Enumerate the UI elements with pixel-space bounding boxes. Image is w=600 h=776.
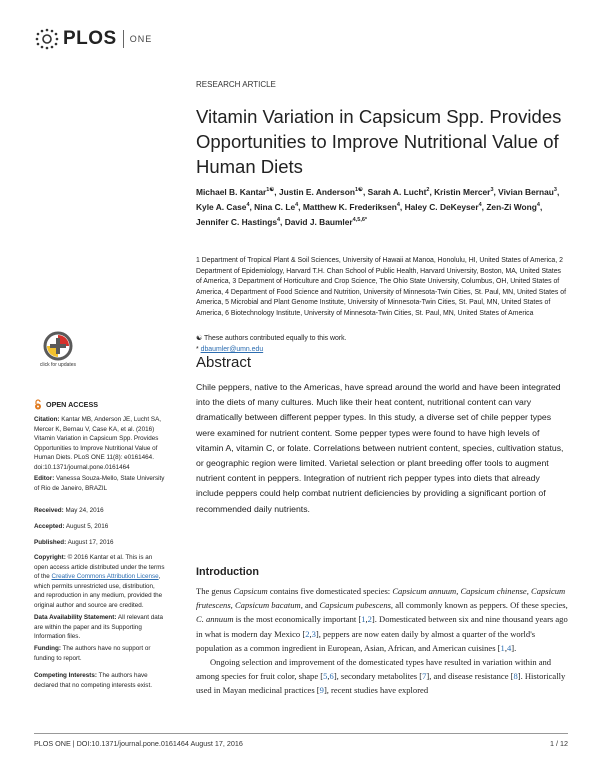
affiliation-number: 6 (225, 309, 229, 317)
author-affiliation-marker: 4 (276, 216, 281, 223)
footer-divider (34, 733, 568, 734)
author-affiliation-marker: 4 (396, 201, 400, 208)
affiliation-text: Department of Horticulture and Crop Science, The Ohio State University, Columbus, OH, United States of America, (196, 278, 560, 296)
author-name[interactable]: Zen-Zi Wong (486, 201, 537, 212)
introduction-heading: Introduction (196, 566, 259, 578)
received-date: Received: May 24, 2016 (34, 507, 104, 514)
affiliation-text: Department of Epidemiology, Harvard T.H. Chan School of Public Health, Harvard University, Boston, MA, United States of America, (196, 267, 561, 285)
reference-link[interactable]: 2 (305, 628, 310, 639)
journal-name: ONE (129, 34, 153, 44)
affiliation-number: 3 (232, 278, 237, 285)
author-name[interactable]: Matthew K. Frederiksen (302, 201, 397, 212)
author-affiliation-marker: 2 (426, 187, 430, 193)
reference-link[interactable]: 9 (319, 685, 324, 696)
editor-block: Editor: Vanessa Souza-Mello, State University of Rio de Janeiro, BRAZIL (34, 475, 165, 492)
accepted-date: Accepted: August 5, 2016 (34, 523, 109, 530)
corresponding-email[interactable]: * dbaumler@umn.edu (196, 346, 264, 353)
reference-link[interactable]: 1 (500, 642, 505, 653)
affiliation-number: 2 (559, 257, 563, 264)
affiliation-number: 5 (225, 299, 229, 306)
author-affiliation-marker: 1☯ (354, 187, 363, 193)
competing-interests-block: Competing Interests: The authors have declared that no competing interests exist. (34, 672, 152, 689)
author-name[interactable]: Vivian Bernau (498, 186, 554, 197)
author-name[interactable]: David J. Baumler (284, 216, 353, 227)
citation-block: Citation: Kantar MB, Anderson JE, Lucht SA, Mercer K, Bernau V, Case KA, et al. (2016) Vitamin Variation in Capsicum Spp. Provides Opportunities to Improve Nutritional Value of Human Diets. PLoS ONE 11(8): e0161464. doi:10.1371/journal.pone.0161464 (34, 416, 162, 471)
author-notes (196, 333, 568, 355)
author-affiliation-marker: 3 (553, 187, 557, 193)
journal-logo[interactable] (34, 27, 152, 51)
author-name[interactable]: Sarah A. Lucht (367, 186, 427, 197)
funding-block: Funding: The authors have no support or funding to report. (34, 645, 151, 662)
plos-logo-icon (34, 28, 60, 50)
footer-citation: PLOS ONE | DOI:10.1371/journal.pone.0161464 August 17, 2016 (34, 739, 243, 748)
equal-contribution-note: ☯ These authors contributed equally to this work. (196, 335, 347, 342)
email-link[interactable]: dbaumler@umn.edu (200, 346, 264, 353)
reference-link[interactable]: 8 (513, 671, 518, 682)
reference-link[interactable]: 4 (506, 642, 512, 653)
author-affiliation-marker: 3 (490, 187, 494, 193)
introduction-text (196, 584, 568, 698)
copyright-block: Copyright: © 2016 Kantar et al. This is an open access article distributed under the terms of the Creative Commons Attribution License, which permits unrestricted use, distribution, and reproduction in any medium, provided the original author and source are credited. (34, 554, 165, 609)
author-list: Michael B. Kantar$^{1☯}$, Justin E. Anderson$^{1☯}$, Sarah A. Lucht$^2$, Kristin Mercer$^3$, Vivian Bernau$^3$, Kyle A. Case$^4$, Nina C. Le$^4$, Matthew K. Frederiksen$^4$, Haley C. DeKeyser$^4$, Zen-Zi Wong$^4$, Jennifer C. Hastings$^4$, David J. Baumler$^{4,5,6*}$ (196, 186, 560, 227)
reference-link[interactable]: 1 (361, 614, 366, 625)
logo-divider (123, 30, 124, 48)
reference-link[interactable]: 3 (311, 628, 316, 639)
affiliation-text: Department of Tropical Plant & Soil Sciences, University of Hawaii at Manoa, Honolulu, HI, United States of America, (201, 257, 558, 264)
crossmark-label[interactable]: click for updates (39, 362, 77, 368)
reference-link[interactable]: 2 (367, 614, 372, 625)
author-name[interactable]: Michael B. Kantar (196, 186, 267, 197)
author-name[interactable]: Kristin Mercer (434, 186, 491, 197)
author-affiliation-marker: 4 (295, 201, 299, 208)
article-type: RESEARCH ARTICLE (196, 80, 276, 89)
license-link[interactable]: Creative Commons Attribution License (51, 573, 159, 581)
open-access-label: OPEN ACCESS (46, 399, 99, 409)
author-affiliation-marker: 4 (536, 201, 540, 208)
affiliation-list (196, 256, 568, 319)
affiliation-number: 1 (196, 257, 200, 264)
author-affiliation-marker: 4 (246, 201, 250, 208)
author-name[interactable]: Haley C. DeKeyser (404, 201, 479, 212)
published-date: Published: August 17, 2016 (34, 539, 114, 546)
reference-link[interactable]: 6 (329, 671, 334, 682)
intro-paragraph-1: The genus Capsicum contains five domesticated species: Capsicum annuum, Capsicum chinense, Capsicum frutescens, Capsicum bacatum, and Capsicum pubescens, all commonly known as peppers. Of these species, C. annuum is the most economically important [1,2]. Domesticated between six and nine thousand years ago in what is modern day Mexico [2,3], peppers are now eaten daily by almost a quarter of the world's population as a common ingredient in European, Asian, African, and American cuisines [1,4]. (196, 586, 568, 653)
author-name[interactable]: Nina C. Le (254, 201, 296, 212)
article-title: Vitamin Variation in Capsicum Spp. Provides Opportunities to Improve Nutritional Value of Human Diets (196, 106, 562, 177)
affiliation-text: Microbial and Plant Genome Institute, University of Minnesota-Twin Cities, St. Paul, MN, United States of America, (196, 299, 551, 317)
abstract-heading: Abstract (196, 354, 252, 371)
data-availability-block: Data Availability Statement: All relevant data are within the paper and its Supporting Information files. (34, 614, 164, 641)
affiliation-text: Biotechnology Institute, University of Minnesota-Twin Cities, St. Paul, MN, United States of America (230, 309, 534, 317)
affiliation-number: 4 (225, 288, 229, 296)
open-lock-icon (34, 399, 42, 410)
author-name[interactable]: Justin E. Anderson (278, 186, 355, 197)
author-name[interactable]: Jennifer C. Hastings (196, 216, 277, 227)
logo-wordmark: PLOS (63, 28, 117, 49)
page-number: 1 / 12 (550, 739, 568, 748)
intro-paragraph-2: Ongoing selection and improvement of the domesticated types have resulted in variation within and among species for fruit color, shape [5,6], secondary metabolites [7], and disease resistance [8]. Historically used in Mayan medicinal practices [9], recent studies have explored (196, 657, 566, 696)
affiliation-text: Department of Food Science and Nutrition, University of Minnesota-Twin Cities, St. Paul, MN, United States of America, (196, 288, 566, 306)
author-affiliation-marker: 1☯ (266, 187, 275, 193)
open-access-badge (34, 399, 166, 410)
reference-link[interactable]: 5 (323, 671, 328, 682)
author-name[interactable]: Kyle A. Case (196, 201, 247, 212)
reference-link[interactable]: 7 (422, 671, 427, 682)
author-affiliation-marker: 4,5,6* (352, 216, 368, 223)
author-affiliation-marker: 4 (478, 201, 482, 208)
abstract-text: Chile peppers, native to the Americas, have spread around the world and have been integrated into the diets of many cultures. Much like their heat content, nutritional content can vary dramatically between different pepper types. In this study, a diverse set of chile pepper types were examined for nutrient content. Some pepper types were found to have high levels of vitamin A, vitamin C, or folate. Correlations between nutrient content, species, cultivation status, or geographic region were limited. Varietal selection or plant breeding offer tools to augment nutrient content in peppers. Integration of nutrient rich pepper types into diets that already include peppers could help combat nutrient deficiencies by providing a significant portion of recommended daily nutrients. (196, 382, 564, 514)
